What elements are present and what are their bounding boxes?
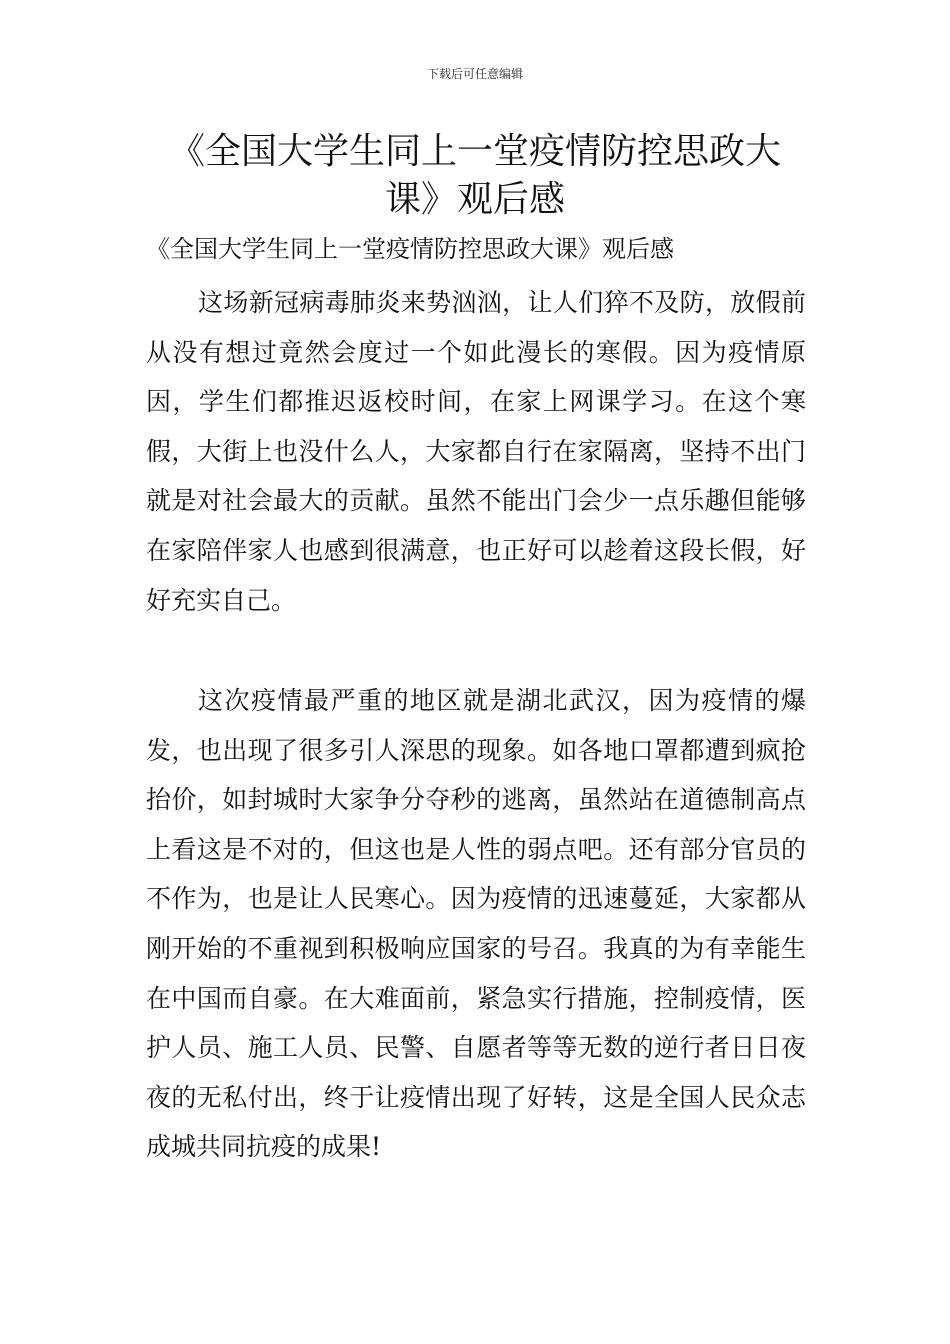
body-paragraph-2: 这次疫情最严重的地区就是湖北武汉，因为疫情的爆发，也出现了很多引人深思的现象。如各地口罩都遭到疯抢抬价，如封城时大家争分夺秒的逃离，虽然站在道德制高点上看这是不对的，但这也是人性的弱点吧。还有部分官员的不作为，也是让人民寒心。因为疫情的迅速蔓延，大家都从刚开始的不重视到积极响应国家的号召。我真的为有幸能生在中国而自豪。在大难面前，紧急实行措施，控制疫情，医护人员、施工人员、民警、自愿者等等无数的逆行者日日夜夜的无私付出，终于让疫情出现了好转，这是全国人民众志成城共同抗疫的成果! <box>146 686 806 1162</box>
body-paragraph-1: 这场新冠病毒肺炎来势汹汹，让人们猝不及防，放假前从没有想过竟然会度过一个如此漫长的寒假。因为疫情原因，学生们都推迟返校时间，在家上网课学习。在这个寒假，大街上也没什么人，大家都自行在家隔离，坚持不出门就是对社会最大的贡献。虽然不能出门会少一点乐趣但能够在家陪伴家人也感到很满意，也正好可以趁着这段长假，好好充实自己。 <box>146 288 806 615</box>
document-title: 《全国大学生同上一堂疫情防控思政大课》观后感 <box>168 131 781 220</box>
document-subtitle: 《全国大学生同上一堂疫情防控思政大课》观后感 <box>146 235 674 263</box>
header-note: 下载后可任意编辑 <box>426 67 523 81</box>
